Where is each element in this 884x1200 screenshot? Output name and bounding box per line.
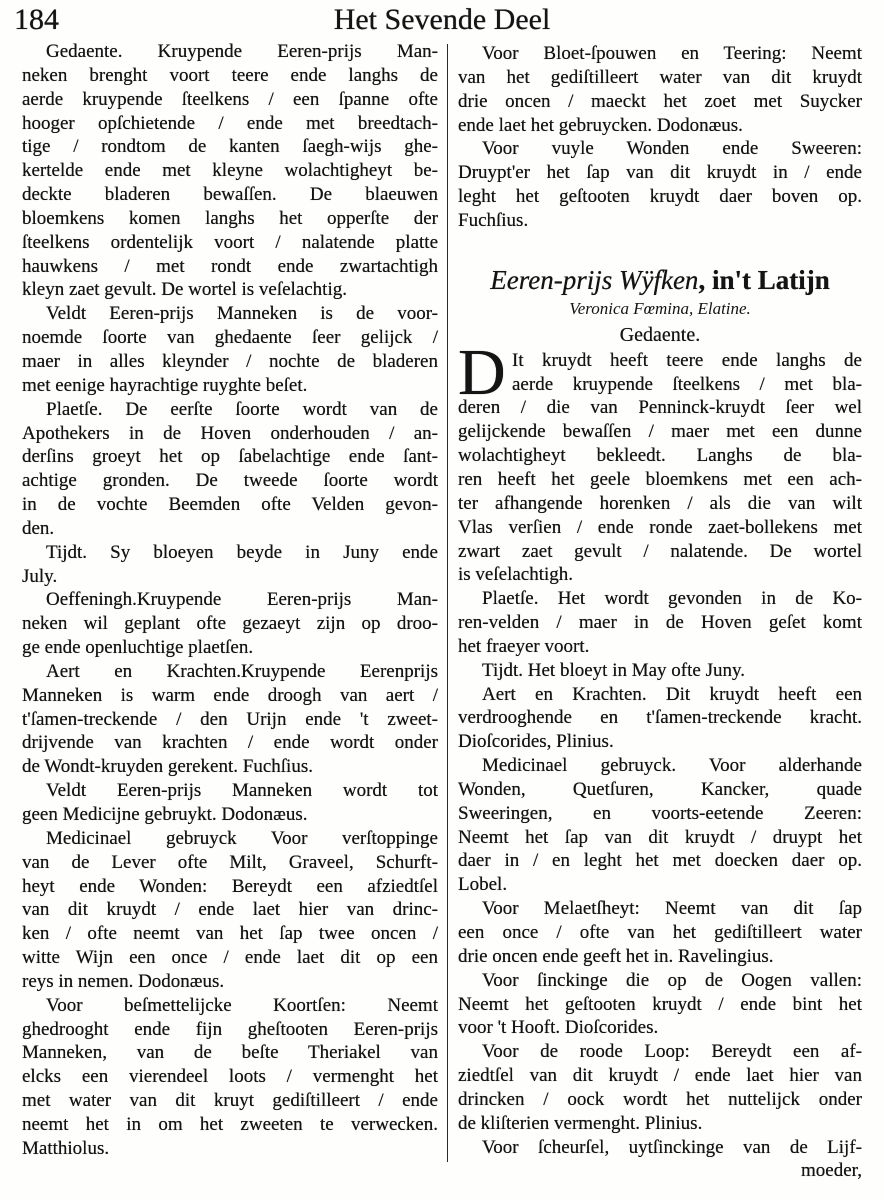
text-line: Voor de roode Loop: Bereydt een af-: [482, 1041, 862, 1063]
text-line: Aert en Krachten.Kruypende Eerenprijs: [46, 660, 438, 682]
text-line: Druypt'er het ſap van dit kruydt in / ende: [458, 162, 862, 184]
latin-names: Veronica Fœmina, Elatine.: [569, 298, 751, 318]
paragraph: [458, 659, 862, 683]
text-line: Tijdt. Sy bloeyen beyde in Juny ende: [46, 541, 438, 563]
paragraph: [458, 1136, 862, 1184]
text-line: ter afhangende horenken / als die van wilt: [458, 492, 862, 514]
text-line: noemde ſoorte van ghedaente ſeer gelijck /: [22, 327, 438, 349]
text-line: den.: [22, 517, 55, 539]
text-line: bloemkens komen langhs het opperſte der: [22, 207, 438, 229]
text-line: Lobel.: [458, 874, 508, 896]
paragraph: [458, 969, 862, 1041]
text-line: Medicinael gebruyck. Voor alderhande: [482, 755, 862, 777]
paragraph: [22, 660, 438, 779]
text-line: neemt het in om het zweeten te verwecken.: [22, 1113, 438, 1135]
text-line: daer in / en leght het met doecken daer op.: [458, 850, 862, 872]
text-line: aerde kruypende ſteelkens / een ſpanne ofte: [22, 88, 438, 110]
text-line: moeder,: [801, 1160, 862, 1182]
text-line: kertelde ende met kleyne wolachtigheyt be-: [22, 160, 438, 182]
text-line: ghedrooght ende fijn gheſtooten Eeren-prijs: [22, 1018, 438, 1040]
paragraph: [22, 588, 438, 660]
text-line: ſteelkens ordentelijk voort / nalatende platte: [22, 231, 438, 253]
text-line: t'ſamen-treckende / den Urijn ende 't zweet-: [22, 708, 438, 730]
text-line: Voor Bloet-ſpouwen en Teering: Neemt: [482, 43, 862, 64]
running-title: Het Sevende Deel: [333, 3, 551, 36]
paragraph: [458, 42, 862, 137]
paragraph: [22, 40, 438, 302]
text-line: de Wondt-kruyden gerekent. Fuchſius.: [22, 756, 313, 778]
text-line: ge ende openluchtige plaetſen.: [22, 637, 254, 659]
text-line: tige / rondtom de kanten ſaegh-wijs ghe-: [22, 136, 438, 158]
drop-cap: D: [458, 335, 506, 409]
text-line: heyt ende Wonden: Bereydt een afziedtſel: [22, 875, 438, 897]
text-line: Sweeringen, en voorts-eetende Zeeren:: [458, 802, 862, 824]
text-line: drie oncen / maeckt het zoet met Suycker: [458, 90, 862, 112]
left-column: [22, 40, 438, 1161]
text-line: in de vochte Beemden ofte Velden gevon-: [22, 494, 438, 516]
text-line: Aert en Krachten. Dit kruydt heeft een: [482, 683, 862, 705]
text-line: Voor ſcheurſel, uytſinckinge van de Lijf-: [482, 1136, 862, 1158]
text-line: het fraeyer voort.: [458, 635, 590, 657]
text-line: drincken / oock wordt het nuttelijck onder: [458, 1088, 862, 1110]
text-line: gelijckende bewaſſen / maer met een dunne: [458, 421, 862, 443]
text-line: achtige gronden. De tweede ſoorte wordt: [22, 470, 438, 492]
text-line: Voor vuyle Wonden ende Sweeren:: [482, 138, 862, 160]
text-line: Oeffeningh.Kruypende Eeren-prijs Man-: [46, 589, 438, 611]
text-line: Voor ſinckinge die op de Oogen vallen:: [482, 969, 862, 991]
text-line: Veldt Eeren-prijs Manneken is de voor-: [46, 303, 438, 325]
text-line: Apothekers in de Hoven onderhouden / an-: [22, 422, 438, 444]
paragraph: [458, 137, 862, 232]
text-line: Veldt Eeren-prijs Manneken wordt tot: [46, 780, 438, 802]
page-number: 184: [14, 3, 59, 36]
paragraph: [458, 1040, 862, 1135]
text-line: drie oncen ende geeft het in. Ravelingius.: [458, 945, 774, 967]
text-line: kleyn zaet gevult. De wortel is veſelachtig.: [22, 279, 347, 301]
text-line: Matthiolus.: [22, 1137, 110, 1159]
text-line: geen Medicijne gebruykt. Dodonæus.: [22, 804, 308, 825]
text-line: Plaetſe. De eerſte ſoorte wordt van de: [46, 398, 438, 420]
text-line: Medicinael gebruyck Voor verſtoppinge: [46, 827, 438, 849]
text-line: Neemt het ſap van dit kruydt / druypt het: [458, 826, 862, 848]
paragraph: [22, 398, 438, 541]
section-heading: [458, 263, 862, 349]
text-line: Gedaente. Kruypende Eeren-prijs Man-: [46, 41, 438, 62]
text-line: van dit kruydt / ende laet hier van drinc-: [22, 899, 438, 921]
subsection-heading: Gedaente.: [619, 323, 701, 346]
text-line: witte Wijn een once / ende laet dit op een: [22, 947, 438, 969]
text-line: van de Lever ofte Milt, Graveel, Schurft-: [22, 851, 438, 873]
text-line: Tijdt. Het bloeyt in May ofte Juny.: [482, 659, 746, 681]
text-line: Plaetſe. Het wordt gevonden in de Ko-: [482, 588, 862, 610]
text-line: ende laet het gebruycken. Dodonæus.: [458, 114, 743, 136]
page-header: [0, 0, 884, 40]
text-line: hooger opſchietende / ende met breedtach-: [22, 112, 438, 134]
text-line: van het gediſtilleert water van dit kruydt: [458, 66, 862, 88]
right-column: [458, 42, 862, 1183]
paragraph: [458, 897, 862, 969]
text-line: maer in alles kleynder / nochte de bladeren: [22, 350, 438, 372]
text-line: Voor Melaetſheyt: Neemt van dit ſap: [482, 898, 862, 920]
paragraph: [458, 683, 862, 755]
text-line: July.: [22, 565, 58, 587]
text-line: met water van dit kruyt gediſtilleert / ende: [22, 1090, 438, 1112]
column-divider: [447, 44, 448, 1162]
text-line: drijvende van krachten / ende wordt onder: [22, 732, 438, 754]
paragraph: [458, 587, 862, 659]
text-line: It kruydt heeft teere ende langhs de: [512, 349, 862, 371]
text-line: ren heeft het geele bloemkens met een ach-: [458, 468, 862, 490]
text-line: reys in nemen. Dodonæus.: [22, 970, 225, 992]
text-line: ken / ofte neemt van het ſap twee oncen /: [22, 923, 438, 945]
text-line: deckte bladeren bewaſſen. De blaeuwen: [22, 184, 438, 206]
paragraph: [22, 302, 438, 397]
paragraph: [22, 541, 438, 589]
text-line: Fuchſius.: [458, 209, 529, 231]
text-line: aerde kruypende ſteelkens / met bla-: [512, 373, 862, 395]
text-line: ziedtſel van dit kruydt / ende laet hier van: [458, 1065, 862, 1087]
section-title-name: Eeren-prijs Wÿfken: [490, 264, 699, 295]
text-line: Neemt het geſtooten kruydt / ende bint het: [458, 993, 862, 1015]
section-title-suffix: , in't Latijn: [698, 264, 830, 295]
section-body: [458, 335, 862, 1184]
text-line: verdrooghende en t'ſamen-treckende kracht.: [458, 707, 862, 729]
text-line: Vlas verſien / ende ronde zaet-bollekens met: [458, 516, 862, 538]
paragraph: [22, 779, 438, 827]
text-line: neken wil geplant ofte gezaeyt zijn op droo-: [22, 613, 438, 635]
text-line: zwart zaet gevult / nalatende. De wortel: [458, 540, 862, 562]
paragraph: [22, 994, 438, 1161]
text-line: hauwkens / met rondt ende zwartachtigh: [22, 255, 438, 277]
paragraph: [22, 827, 438, 994]
text-line: de kliſterien vermenght. Plinius.: [458, 1112, 703, 1134]
text-line: voor 't Hooft. Dioſcorides.: [458, 1017, 659, 1039]
text-line: wolachtigheyt bekleedt. Langhs de bla-: [458, 445, 862, 467]
right-column-top-text: [458, 42, 862, 233]
text-line: Voor beſmettelijcke Koortſen: Neemt: [46, 994, 438, 1016]
text-line: deren / die van Penninck-kruydt ſeer wel: [458, 397, 862, 419]
text-line: met eenige hayrachtige ruyghte beſet.: [22, 374, 308, 396]
text-line: een once / ofte van het gediſtilleert water: [458, 922, 862, 943]
text-line: ren-velden / maer in de Hoven geſet komt: [458, 612, 862, 634]
text-line: Dioſcorides, Plinius.: [458, 731, 614, 753]
text-line: leght het geſtooten kruydt daer boven op.: [458, 186, 862, 208]
text-line: elcks een vierendeel loots / vermenght het: [22, 1066, 438, 1088]
text-line: is veſelachtigh.: [458, 564, 574, 586]
paragraph: [458, 335, 862, 587]
text-line: Wonden, Quetſuren, Kancker, quade: [458, 778, 862, 800]
text-line: Manneken, van de beſte Theriakel van: [22, 1042, 438, 1064]
section-title: [458, 263, 862, 297]
text-line: derſins groeyt het op ſabelachtige ende ſant-: [22, 446, 438, 468]
text-line: Manneken is warm ende droogh van aert /: [22, 684, 438, 706]
text-line: neken brenght voort teere ende langhs de: [22, 64, 438, 86]
paragraph: [458, 754, 862, 897]
